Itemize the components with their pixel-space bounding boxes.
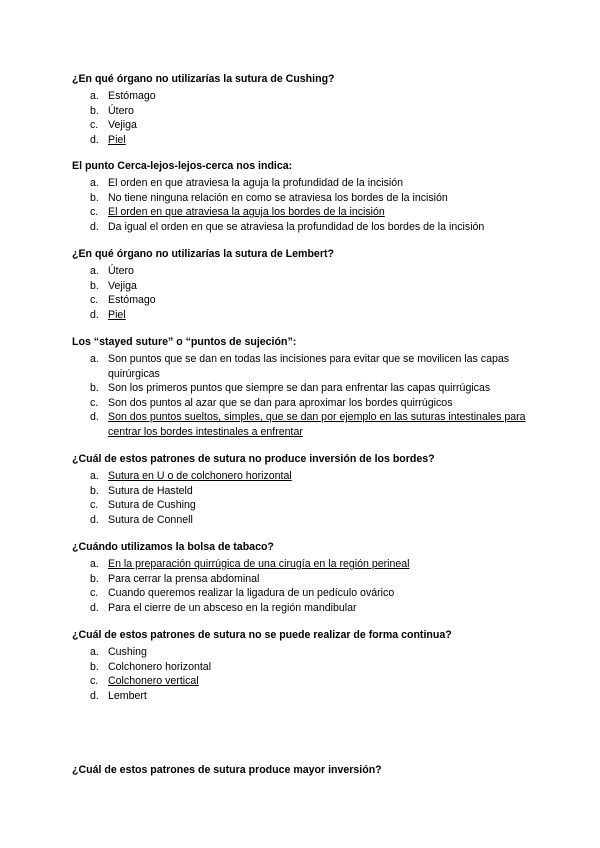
option-item <box>72 279 552 294</box>
option-letter: d. <box>90 689 99 702</box>
option-letter: c. <box>90 119 99 132</box>
options-list <box>72 89 552 147</box>
option-letter: c. <box>90 675 99 688</box>
option-text: Son dos puntos al azar que se dan para aproximar los bordes quirrúgicos <box>108 396 453 409</box>
option-text: Colchonero horizontal <box>108 660 212 673</box>
options-list <box>72 469 552 527</box>
option-letter: d. <box>90 133 99 146</box>
option-item <box>72 674 552 689</box>
option-item <box>72 689 552 704</box>
option-letter: b. <box>90 660 99 673</box>
question-title: ¿Cuándo utilizamos la bolsa de tabaco? <box>72 541 274 553</box>
option-item <box>72 133 552 148</box>
option-text: Estómago <box>108 90 156 102</box>
question-1 <box>72 72 552 147</box>
option-letter: d. <box>90 220 99 233</box>
option-letter: a. <box>90 353 99 365</box>
question-title: Los “stayed suture” o “puntos de sujeción”: <box>72 336 297 348</box>
option-text: Cushing <box>108 646 147 658</box>
question-3 <box>72 247 552 322</box>
question-title: ¿Cuál de estos patrones de sutura no se puede realizar de forma continua? <box>72 629 452 641</box>
option-letter: d. <box>90 601 99 614</box>
option-letter: c. <box>90 294 99 307</box>
option-text-answer: En la preparación quirrúgica de una cirugía en la región perineal <box>108 558 410 570</box>
option-item <box>72 498 552 513</box>
option-item <box>72 469 552 484</box>
option-text: Da igual el orden en que se atraviesa la profundidad de los bordes de la incisión <box>108 220 485 233</box>
option-text: Útero <box>108 265 134 277</box>
option-item <box>72 176 552 191</box>
option-item <box>72 660 552 675</box>
option-text: No tiene ninguna relación en como se atraviesa los bordes de la incisión <box>108 191 448 204</box>
option-letter: a. <box>90 470 99 482</box>
option-item <box>72 645 552 660</box>
option-text: Para cerrar la prensa abdominal <box>108 572 260 585</box>
option-letter: d. <box>90 308 99 321</box>
option-item <box>72 118 552 133</box>
option-text: Vejiga <box>108 279 137 292</box>
option-text-answer: Piel <box>108 308 126 321</box>
option-letter: b. <box>90 572 99 585</box>
option-letter: a. <box>90 558 99 570</box>
option-text-answer: Son dos puntos sueltos, simples, que se dan por ejemplo en las suturas intestinales para centrar los bordes intestinales a enfrentar <box>108 411 526 438</box>
option-item <box>72 293 552 308</box>
option-text-answer: El orden en que atraviesa la aguja los bordes de la incisión <box>108 206 385 219</box>
option-item <box>72 557 552 572</box>
option-text: Estómago <box>108 294 156 307</box>
option-text: Para el cierre de un absceso en la región mandibular <box>108 601 357 614</box>
option-item <box>72 396 552 411</box>
question-5 <box>72 452 552 527</box>
option-letter: a. <box>90 90 99 102</box>
option-item <box>72 601 552 616</box>
question-title: ¿Cuál de estos patrones de sutura no produce inversión de los bordes? <box>72 453 435 465</box>
option-text: Vejiga <box>108 119 137 132</box>
options-list <box>72 645 552 703</box>
option-letter: b. <box>90 279 99 292</box>
option-item <box>72 191 552 206</box>
option-text: Útero <box>108 104 134 117</box>
option-text-answer: Piel <box>108 133 126 146</box>
option-item <box>72 104 552 119</box>
option-item <box>72 352 552 381</box>
option-text: Son puntos que se dan en todas las incisiones para evitar que se movilicen las capas quirúrgicas <box>108 353 510 380</box>
option-item <box>72 513 552 528</box>
option-letter: b. <box>90 382 99 395</box>
option-letter: c. <box>90 499 99 512</box>
options-list <box>72 557 552 615</box>
question-title: ¿En qué órgano no utilizarías la sutura de Cushing? <box>72 73 335 85</box>
option-letter: a. <box>90 646 99 658</box>
option-letter: d. <box>90 513 99 526</box>
question-4 <box>72 335 552 440</box>
option-letter: c. <box>90 206 99 219</box>
options-list <box>72 264 552 322</box>
options-list <box>72 176 552 234</box>
option-text: Sutura de Connell <box>108 513 193 526</box>
question-title: ¿Cuál de estos patrones de sutura produce mayor inversión? <box>72 764 382 776</box>
option-item <box>72 484 552 499</box>
option-text: Cuando queremos realizar la ligadura de un pedículo ovárico <box>108 587 395 600</box>
option-item <box>72 220 552 235</box>
option-letter: a. <box>90 265 99 277</box>
option-item <box>72 205 552 220</box>
question-2 <box>72 159 552 234</box>
option-letter: d. <box>90 411 99 424</box>
option-letter: b. <box>90 484 99 497</box>
option-letter: a. <box>90 177 99 189</box>
option-item <box>72 410 552 439</box>
option-letter: b. <box>90 104 99 117</box>
option-item <box>72 586 552 601</box>
option-text-answer: Colchonero vertical <box>108 675 199 688</box>
option-item <box>72 264 552 279</box>
option-text: Sutura de Cushing <box>108 499 196 512</box>
option-text: Son los primeros puntos que siempre se dan para enfrentar las capas quirrúgicas <box>108 382 491 395</box>
question-6 <box>72 540 552 615</box>
option-text: El orden en que atraviesa la aguja la profundidad de la incisión <box>108 177 404 189</box>
question-title: El punto Cerca-lejos-lejos-cerca nos indica: <box>72 160 293 172</box>
option-letter: c. <box>90 587 99 600</box>
option-item <box>72 572 552 587</box>
option-text: Sutura de Hasteld <box>108 484 193 497</box>
question-7 <box>72 628 552 703</box>
option-letter: c. <box>90 396 99 409</box>
option-letter: b. <box>90 191 99 204</box>
option-item <box>72 308 552 323</box>
option-item <box>72 89 552 104</box>
option-text-answer: Sutura en U o de colchonero horizontal <box>108 470 292 482</box>
option-item <box>72 381 552 396</box>
option-text: Lembert <box>108 689 147 702</box>
question-8 <box>72 763 552 777</box>
question-title: ¿En qué órgano no utilizarías la sutura de Lembert? <box>72 248 334 260</box>
options-list <box>72 352 552 440</box>
